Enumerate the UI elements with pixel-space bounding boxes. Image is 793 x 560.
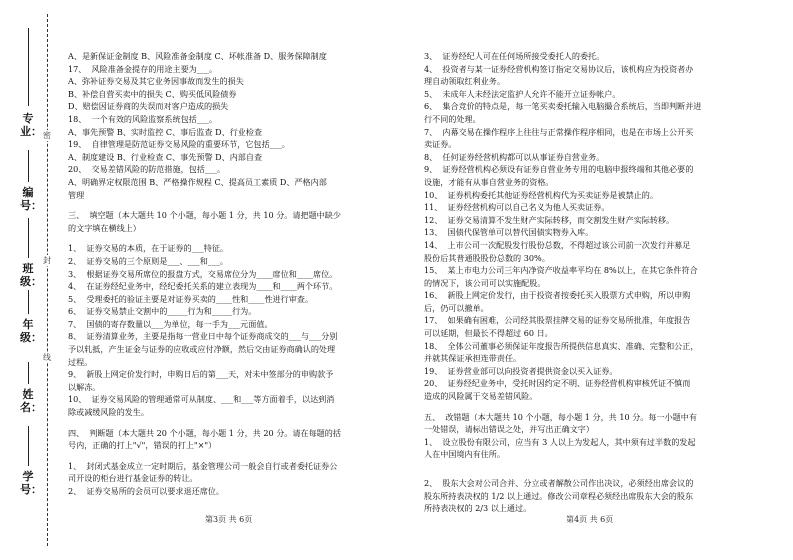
text-line: 予以轧抵，产生证金与证券的应收或应付净额，然后交由证券商确认的处理	[68, 344, 336, 355]
text-line: 造成的风险属于交易差错风险。	[424, 391, 538, 402]
text-line: A、弥补证券交易及其它业务因事故而发生的损失	[68, 76, 244, 87]
text-line: 1、 封闭式基金成立一定时期后，基金管理公司一般会自行或者委托证券公	[68, 460, 338, 471]
text-line: 20、 证券经纪业务中，受托时因约定不明、证券经营机构审核凭证不慎而	[424, 378, 691, 389]
number-label: 编号：	[20, 186, 42, 212]
text-line: 5、 受理委托的验证主要是对证券买卖的____性和____性进行审查。	[68, 293, 314, 304]
text-line: 17、 风险准备金提存的用途主要为___。	[68, 63, 217, 74]
text-line: 过程。	[68, 356, 93, 367]
text-line: 的文字填在横线上）	[68, 222, 141, 233]
binding-dashed-line	[47, 14, 48, 546]
text-line: 3、 证券经纪人可在任何场所接受委托人的委托。	[424, 51, 605, 61]
text-line: 12、 证券交易清算不发生财产实际转移，而交割发生财产实际转移。	[424, 214, 675, 225]
text-line: 五、 改错题（本大题共 10 个小题，每小题 1 分，共 10 分。每一小题中有	[424, 411, 697, 422]
spacer	[68, 419, 390, 427]
student-id-label: 学号：	[20, 470, 42, 496]
text-line: 1、 设立股份有限公司，应当有 3 人以上为发起人，其中须有过半数的发起	[424, 436, 696, 447]
text-line: 7、 内幕交易在操作程序上往往与正常操作程序相同，也是在市场上公开买	[424, 126, 694, 137]
page-number-right: 第4页 共 6页	[566, 515, 614, 524]
text-line: A、制度建设 B、行业检查 C、事先预警 D、内部自查	[68, 151, 263, 162]
text-line: 设施，才能有从事自营业务的资格。	[424, 176, 554, 187]
text-line: 6、 集合竞价的特点是，每一笔买卖委托输入电脑撮合系统后，当即判断并进	[424, 101, 702, 112]
text-line: 2、 证券交易的三个原则是___、___和___。	[68, 255, 229, 266]
text-line: 股东所持表决权的 1/2 以上通过。修改公司章程必须经出席股东大会的股东	[424, 490, 694, 501]
text-line: D、赔偿因证券商的失误而对客户造成的损失	[68, 101, 229, 112]
text-line: 18、 一个有效的风险监察系统包括___。	[68, 113, 217, 124]
text-line: 13、 国债代保管单可以替代国债实物券入库。	[424, 227, 594, 238]
text-line: 8、 证券清算业务，主要是指每一营业日中每个证券商成交的___与___分别	[68, 331, 338, 342]
text-line: 四、 判断题（本大题共 20 个小题，每小题 1 分，共 20 分。请在每题的括	[68, 427, 341, 438]
text-line: 10、 证券交易风险的管理通常可从制度、___和___等方面着手，以达到消	[68, 394, 335, 405]
text-line: 9、 证券经营机构必须设有证券自营业务专用的电脑申报终端和其他必要的	[424, 164, 694, 175]
text-line: 3、 根据证券交易所席位的报盘方式，交易席位分为____席位和____席位。	[68, 268, 338, 279]
text-line: B、补偿自营买卖中的损失 C、购买低风险债券	[68, 88, 237, 99]
text-line: 4、 在证券经纪业务中，经纪委托关系的建立表现为____和____两个环节。	[68, 281, 338, 292]
spacer	[424, 461, 762, 469]
text-line: 17、 如果确有困难，公司经其股票挂牌交易的证券交易所批准，年度报告	[424, 315, 691, 326]
text-line: 股份后其普通股股份总数的 30%。	[424, 252, 550, 263]
spacer	[68, 452, 390, 460]
text-line: 三、 填空题（本大题共 10 个小题，每小题 1 分，共 10 分。请把题中缺少	[68, 210, 341, 221]
binding-mark-line: 线	[43, 353, 51, 362]
class-underline	[28, 218, 29, 258]
text-line: 8、 任何证券经营机构都可以从事证券自营业务。	[424, 151, 605, 162]
text-line: 9、 新股上网定价发行时，申购日后的第___天，对未中签部分的申购款予	[68, 369, 334, 380]
major-label: 专业：	[20, 112, 42, 138]
text-line: 所持表决权的 2/3 以上通过。	[424, 503, 532, 514]
text-line: A、是新保证金制度 B、风险准备金制度 C、坏帐准备 D、服务保障制度	[68, 51, 327, 61]
text-line: 的情况下，该公司可以实施配股。	[424, 277, 546, 288]
text-line: 管理	[68, 189, 85, 200]
text-line: 11、 证券经营机构可以自己名义为他人买卖证券。	[424, 202, 610, 213]
text-line: 一处错误，请标出错误之处，并写出正确文字）	[424, 424, 594, 435]
text-line: 人在中国境内有住所。	[424, 449, 505, 460]
grade-label: 年级：	[20, 318, 42, 344]
text-line: 15、 某上市电力公司三年内净资产收益率平均在 8%以上，在其它条件符合	[424, 265, 698, 276]
text-line: 4、 投资者与某一证券经营机构签订指定交易协议后，该机构应为投资者办	[424, 63, 694, 74]
text-line: 6、 证券交易禁止交割中的_____行为和_____行为。	[68, 306, 257, 317]
text-line: 2、 股东大会对公司合并、分立或者解散公司作出决议，必须经出席会议的	[424, 478, 694, 488]
name-underline	[28, 362, 29, 384]
spacer	[68, 234, 390, 242]
text-line: 号内，正确的打上"√"，错误的打上"×"）	[68, 440, 217, 451]
text-line: 理自动领取红利业务。	[424, 76, 505, 87]
page-number-left: 第3页 共 6页	[205, 515, 253, 524]
text-line: 行不同的处理。	[424, 113, 481, 124]
text-line: 19、 证券营业部可以向投资者提供资金以买入证券。	[424, 365, 618, 376]
text-line: 后，仍可以撤单。	[424, 302, 489, 313]
binding-mark-seal: 密	[43, 131, 51, 140]
student-id-underline	[28, 426, 29, 466]
text-line: 卖证券。	[424, 139, 457, 150]
class-label: 班级：	[20, 262, 42, 288]
text-line: 16、 新股上网定价发行，由于投资者按委托买入股票方式申购，所以申购	[424, 290, 691, 301]
spacer	[424, 469, 762, 477]
text-line: A、事先预警 B、实时监控 C、事后监查 D、行业检查	[68, 126, 263, 137]
text-line: 5、 未成年人未经法定监护人允许不能开立证券帐户。	[424, 88, 621, 99]
text-line: 除或减缓风险的发生。	[68, 407, 149, 418]
spacer	[424, 403, 762, 411]
spacer	[68, 201, 390, 209]
text-line: A、明确界定权限范围 B、严格操作规程 C、提高员工素质 D、严格内部	[68, 176, 327, 187]
number-underline	[28, 150, 29, 182]
text-line: 可以延期，但最长不得超过 60 日。	[424, 328, 553, 339]
text-line: 19、 自律管理是防范证券交易风险的重要环节，它包括___。	[68, 139, 290, 150]
text-line: 并就其保证承担连带责任。	[424, 353, 522, 364]
text-line: 20、 交易差错风险的防范措施，包括___。	[68, 164, 226, 175]
text-line: 14、 上市公司一次配股发行股份总数，不得超过该公司前一次发行并募足	[424, 239, 691, 250]
page-4-content	[424, 50, 762, 515]
page-3-content	[68, 50, 390, 498]
text-line: 18、 全体公司董事必须保证年度报告所提供信息真实、准确、完整和公正，	[424, 340, 699, 351]
text-line: 10、 证券机构委托其他证券经营机构代为买卖证券是被禁止的。	[424, 189, 658, 200]
binding-mark-seal: 封	[43, 256, 51, 265]
text-line: 7、 国债的寄存数量以___为单位，每一手为___元面值。	[68, 318, 273, 329]
text-line: 以解冻。	[68, 381, 101, 392]
name-label: 姓名：	[20, 388, 42, 414]
binding-margin	[0, 0, 58, 560]
text-line: 2、 证券交易所的会员可以要求退还席位。	[68, 486, 224, 496]
text-line: 司开设的柜台进行基金证券的转让。	[68, 473, 198, 484]
major-underline	[28, 28, 29, 106]
grade-underline	[28, 290, 29, 314]
text-line: 1、 证券交易的本质，在于证券的___特征。	[68, 243, 229, 254]
